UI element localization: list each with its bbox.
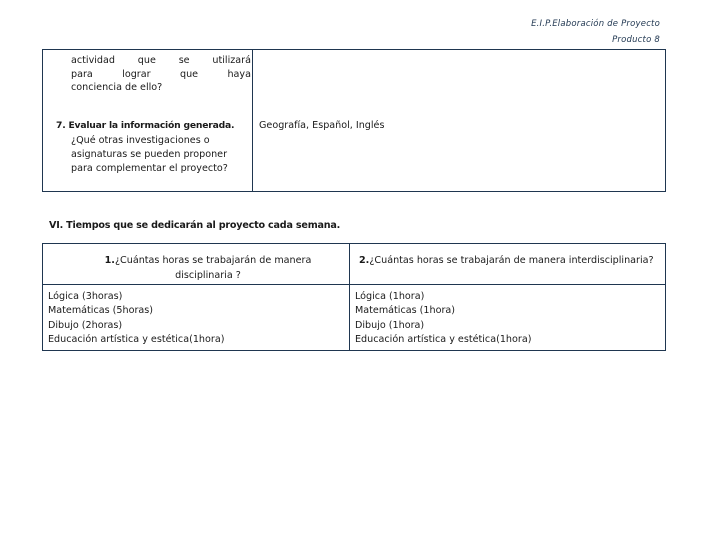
- question-number: 2.: [359, 255, 370, 266]
- word: actividad: [71, 55, 115, 66]
- word: haya: [227, 68, 251, 80]
- item-7-heading: 7. Evaluar la información generada.: [56, 120, 235, 131]
- section-vi-heading: VI. Tiempos que se dedicarán al proyecto cada semana.: [49, 220, 341, 231]
- document-header-title: E.I.P.Elaboración de Proyecto: [531, 19, 660, 29]
- interdisciplinary-hours-list: [355, 290, 531, 348]
- list-item: Lógica (3horas): [48, 291, 123, 302]
- disciplinary-hours-list: [48, 290, 224, 348]
- item-7-answer: Geografía, Español, Inglés: [259, 120, 385, 131]
- question-text: ¿Cuántas horas se trabajarán de manera interdisciplinaria?: [369, 255, 654, 266]
- question-text: ¿Cuántas horas se trabajarán de manera disciplinaria ?: [114, 255, 312, 281]
- list-item: Dibujo (2horas): [48, 319, 123, 331]
- list-item: Matemáticas (5horas): [48, 305, 154, 317]
- justified-line: [71, 54, 251, 68]
- table-column-divider: [349, 244, 350, 350]
- word: que: [179, 68, 199, 80]
- question-number: 1.: [104, 255, 115, 266]
- table-column-divider: [252, 50, 253, 191]
- word: se: [178, 55, 190, 66]
- question-last-line: conciencia de ello?: [71, 82, 163, 93]
- word: lograr: [122, 68, 151, 80]
- document-header-product: Producto 8: [612, 35, 660, 45]
- justified-line: [71, 68, 251, 82]
- list-item: Lógica (1hora): [355, 291, 425, 302]
- word: que: [137, 55, 156, 66]
- activity-table: [42, 49, 666, 192]
- list-item: Educación artística y estética(1hora): [48, 334, 225, 346]
- disciplinary-hours-question: [93, 253, 323, 283]
- word: utilizará: [212, 55, 251, 66]
- word: para: [71, 68, 93, 80]
- list-item: Educación artística y estética(1hora): [355, 334, 532, 346]
- table-row-divider: [43, 284, 665, 285]
- hours-table: [42, 243, 666, 351]
- interdisciplinary-hours-question: [359, 253, 659, 268]
- activity-question-text: [71, 54, 251, 95]
- list-item: Matemáticas (1hora): [355, 305, 456, 317]
- item-7-question: ¿Qué otras investigaciones o asignaturas se pueden proponer para complementar el proyecto?: [71, 135, 228, 174]
- list-item: Dibujo (1hora): [355, 319, 425, 331]
